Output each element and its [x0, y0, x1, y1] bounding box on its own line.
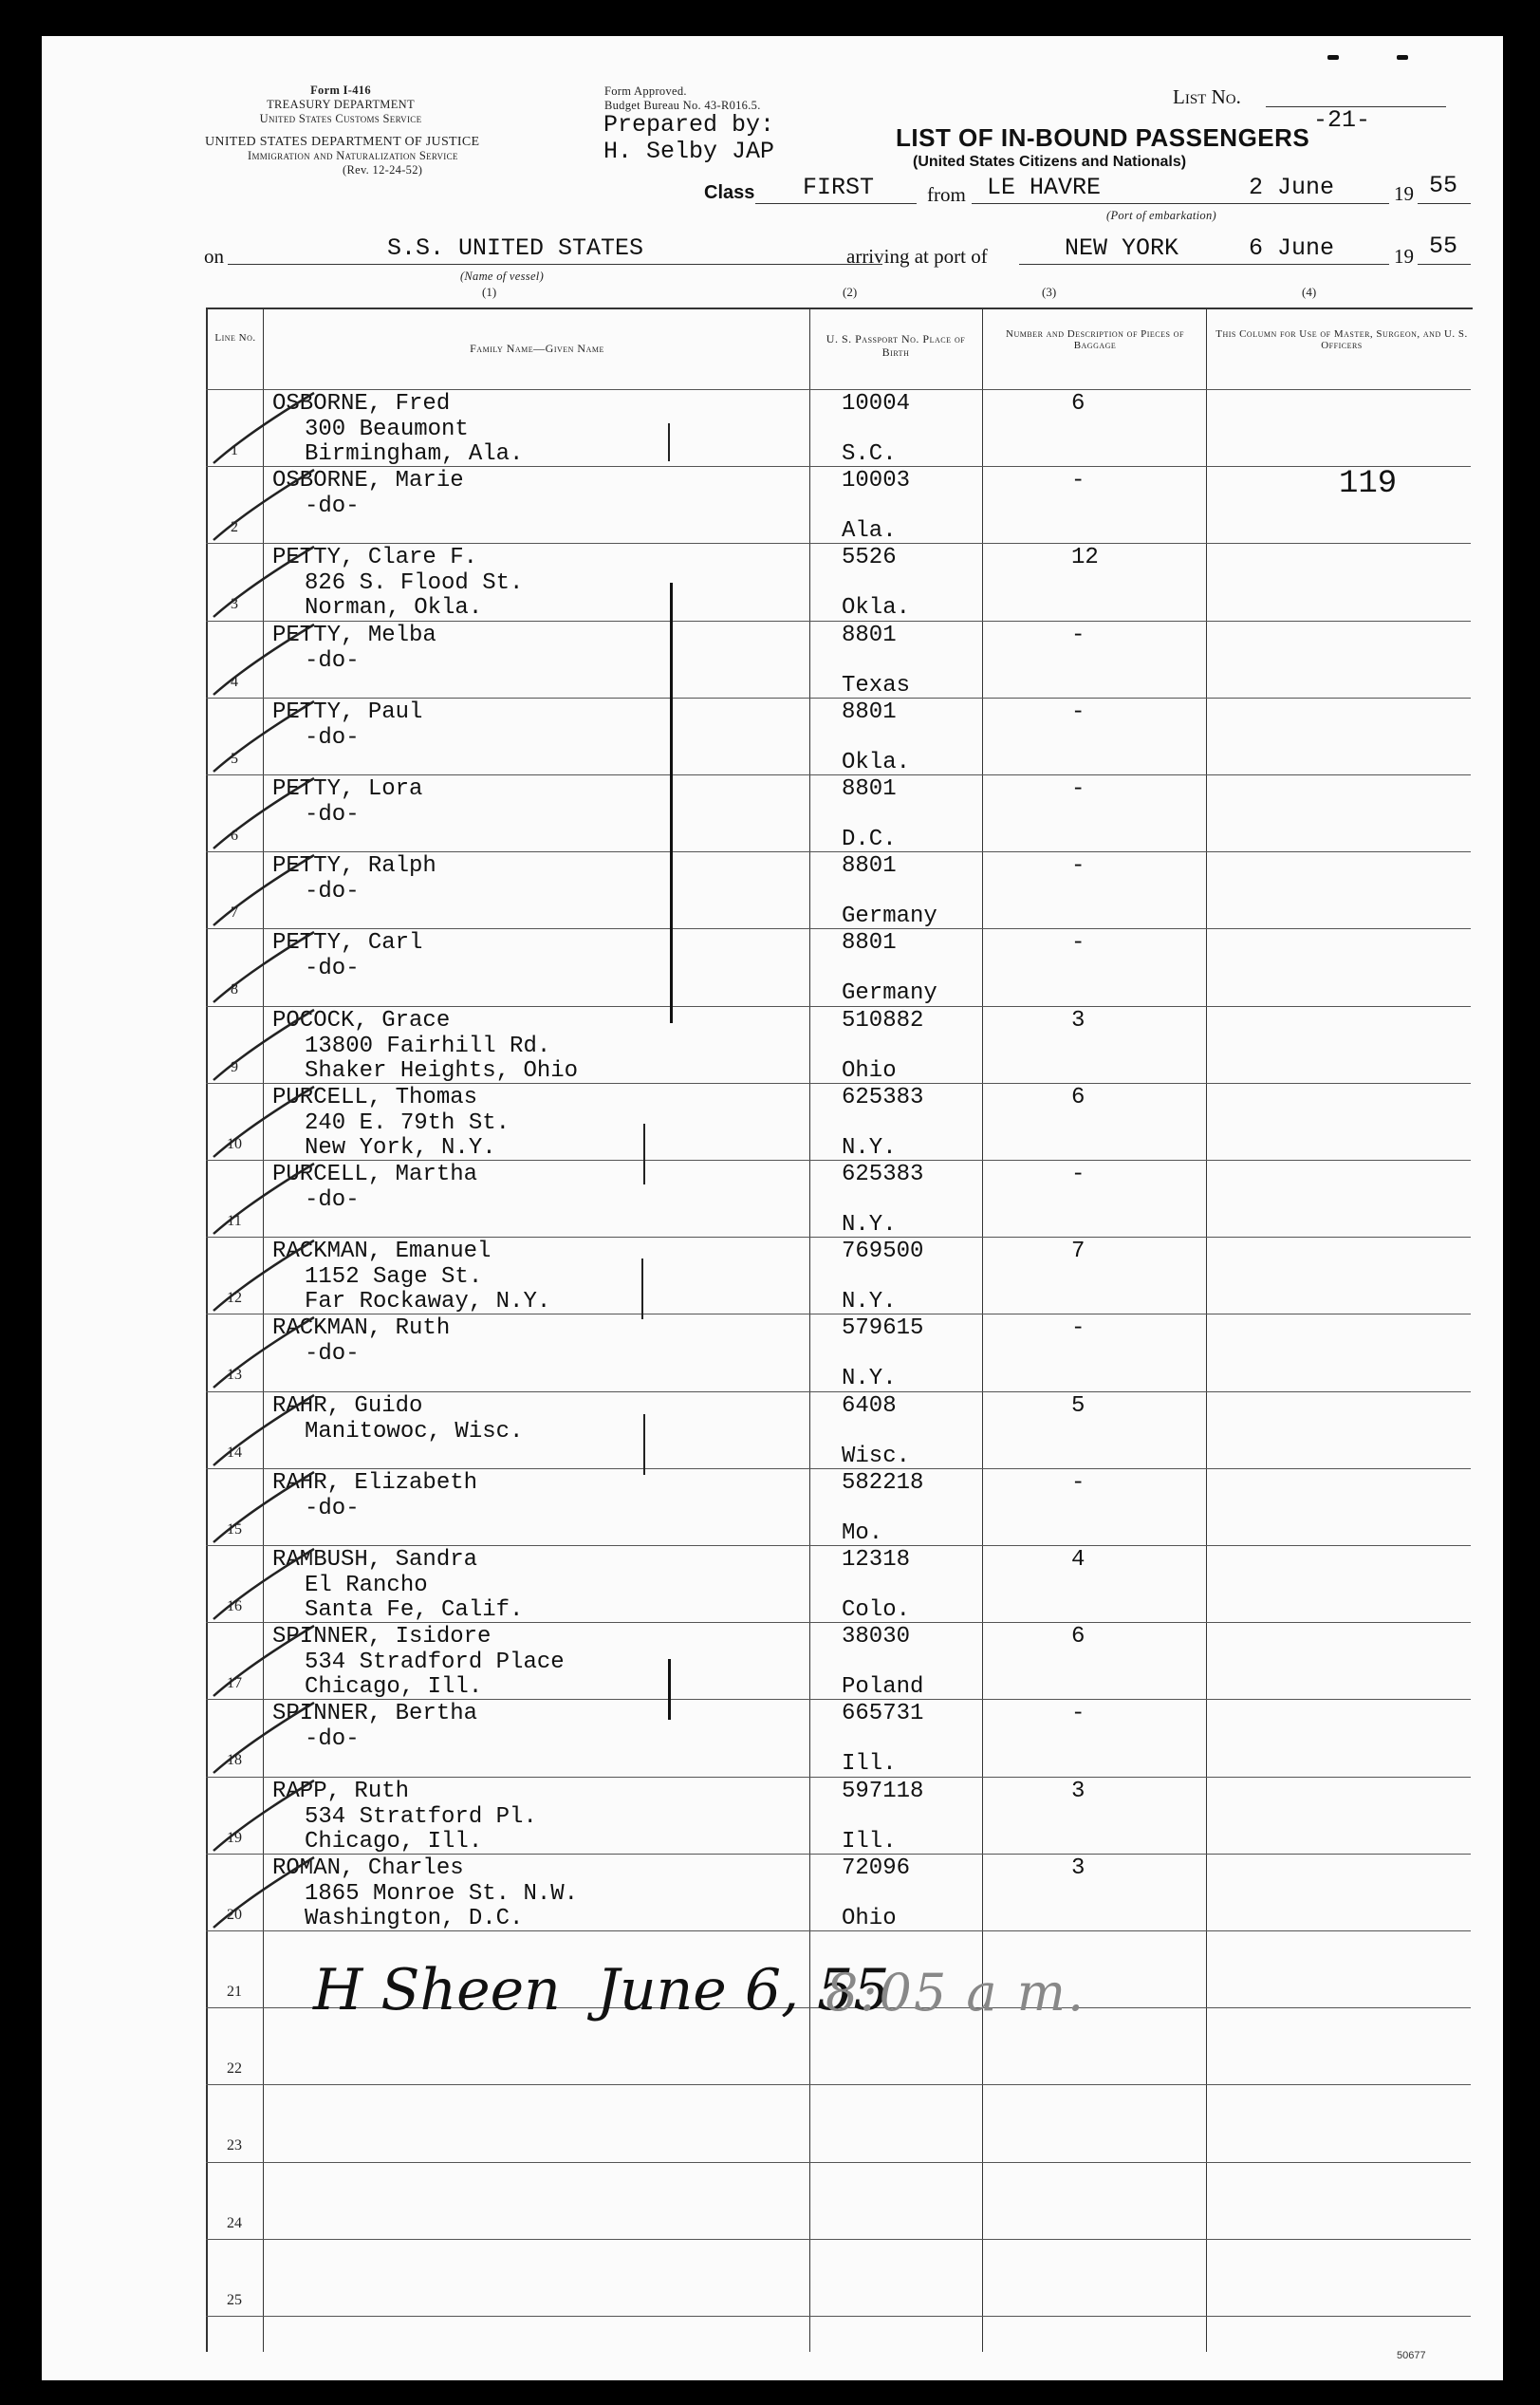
line-number: 13 — [227, 1367, 242, 1383]
line-number: 3 — [231, 596, 238, 612]
passenger-name: OSBORNE, Fred — [272, 391, 451, 417]
line-number: 1 — [231, 442, 238, 458]
line-number: 9 — [231, 1059, 238, 1075]
passenger-name: ROMAN, Charles — [272, 1855, 464, 1881]
baggage-count: 6 — [1071, 1085, 1085, 1110]
passenger-address-line1: -do- — [305, 1496, 360, 1521]
baggage-count: - — [1071, 468, 1085, 494]
passport-number: 10003 — [842, 468, 911, 494]
line-number: 20 — [227, 1907, 242, 1923]
passenger-name: PETTY, Paul — [272, 699, 423, 725]
line-number: 21 — [227, 1984, 242, 2000]
approval-block — [604, 84, 761, 113]
passenger-name: PETTY, Clare F. — [272, 545, 478, 570]
passenger-name: RACKMAN, Ruth — [272, 1315, 451, 1341]
passenger-name: POCOCK, Grace — [272, 1008, 451, 1034]
arrival-year: 55 — [1429, 233, 1458, 260]
line-number: 22 — [227, 2060, 242, 2077]
line-number: 4 — [231, 674, 238, 690]
passport-number: 8801 — [842, 930, 897, 956]
revision: (Rev. 12-24-52) — [343, 163, 423, 177]
col-header-line: Line No. — [214, 332, 256, 344]
line-number: 8 — [231, 981, 238, 997]
passport-number: 5526 — [842, 545, 897, 570]
page-subtitle: (United States Citizens and Nationals) — [913, 154, 1187, 170]
inspector-signature: H Sheen June 6, 55 — [313, 1957, 890, 2023]
time-stamp: 8:05 a m. — [826, 1963, 1086, 2023]
line-number: 10 — [227, 1136, 242, 1152]
baggage-count: - — [1071, 623, 1085, 648]
passenger-address-line1: 300 Beaumont — [305, 417, 469, 442]
passport-number: 8801 — [842, 623, 897, 648]
footer-code: 50677 — [1397, 2350, 1426, 2361]
passenger-address-line1: -do- — [305, 956, 360, 981]
passenger-name: SPINNER, Isidore — [272, 1624, 492, 1650]
baggage-count: - — [1071, 776, 1085, 802]
passport-number: 625383 — [842, 1085, 924, 1110]
from-value: LE HAVRE — [987, 174, 1102, 201]
passenger-name: SPINNER, Bertha — [272, 1701, 478, 1726]
dept-justice: UNITED STATES DEPARTMENT OF JUSTICE — [205, 135, 480, 149]
baggage-count: 3 — [1071, 1779, 1085, 1804]
pen-mark — [641, 1258, 643, 1319]
place-of-birth: Okla. — [842, 750, 911, 775]
col-num-3: (3) — [1042, 285, 1057, 299]
passenger-table — [206, 308, 1473, 2352]
passport-number: 8801 — [842, 699, 897, 725]
line-number: 5 — [231, 751, 238, 767]
passenger-address-line1: -do- — [305, 879, 360, 904]
line-number: 15 — [227, 1521, 242, 1538]
passenger-name: PETTY, Lora — [272, 776, 423, 802]
col-num-2: (2) — [843, 285, 858, 299]
place-of-birth: N.Y. — [842, 1289, 897, 1314]
passenger-address-line1: -do- — [305, 1341, 360, 1367]
passenger-name: RAHR, Guido — [272, 1393, 423, 1419]
line-number: 19 — [227, 1830, 242, 1846]
passport-number: 597118 — [842, 1779, 924, 1804]
passenger-address-line1: Manitowoc, Wisc. — [305, 1419, 524, 1445]
place-of-birth: Colo. — [842, 1597, 911, 1623]
passenger-name: PETTY, Carl — [272, 930, 423, 956]
passenger-address-line1: 534 Stradford Place — [305, 1650, 565, 1675]
line-number: 24 — [227, 2215, 242, 2231]
baggage-count: - — [1071, 1470, 1085, 1496]
passenger-address-line1: 826 S. Flood St. — [305, 570, 524, 596]
place-of-birth: N.Y. — [842, 1212, 897, 1238]
year-prefix: 19 — [1394, 182, 1414, 205]
passport-number: 8801 — [842, 776, 897, 802]
passport-number: 579615 — [842, 1315, 924, 1341]
place-of-birth: Ohio — [842, 1906, 897, 1931]
list-no-label: List No. — [1173, 85, 1241, 108]
place-of-birth: Texas — [842, 673, 911, 699]
baggage-count: - — [1071, 1315, 1085, 1341]
place-of-birth: Ohio — [842, 1058, 897, 1084]
col-header-baggage: Number and Description of Pieces of Baggage — [1006, 328, 1184, 351]
passenger-address-line2: Far Rockaway, N.Y. — [305, 1289, 551, 1314]
passport-number: 665731 — [842, 1701, 924, 1726]
arrival-port: NEW YORK — [1065, 234, 1179, 262]
vessel-caption: (Name of vessel) — [459, 270, 545, 283]
ins-service: Immigration and Naturalization Service — [248, 149, 458, 162]
passport-number: 10004 — [842, 391, 911, 417]
col-num-1: (1) — [482, 285, 497, 299]
baggage-count: - — [1071, 930, 1085, 956]
form-number: Form I-416 — [310, 84, 371, 97]
place-of-birth: Ill. — [842, 1829, 897, 1855]
pen-mark — [668, 423, 670, 461]
arrival-date: 6 June — [1249, 234, 1335, 262]
baggage-count: 6 — [1071, 1624, 1085, 1650]
arriving-label: arriving at port of — [846, 245, 988, 268]
place-of-birth: Poland — [842, 1674, 924, 1700]
passport-number: 38030 — [842, 1624, 911, 1650]
line-number: 7 — [231, 904, 238, 921]
pen-mark — [668, 1659, 671, 1720]
edge-mark — [1327, 55, 1339, 60]
passenger-name: PURCELL, Thomas — [272, 1085, 478, 1110]
passenger-address-line1: -do- — [305, 494, 360, 519]
passenger-name: OSBORNE, Marie — [272, 468, 464, 494]
line-number: 17 — [227, 1675, 242, 1691]
passenger-address-line1: 1152 Sage St. — [305, 1264, 483, 1290]
passenger-address-line1: -do- — [305, 1726, 360, 1752]
passenger-address-line1: 534 Stratford Pl. — [305, 1804, 537, 1830]
customs-service: United States Customs Service — [259, 112, 422, 125]
baggage-count: 12 — [1071, 545, 1099, 570]
place-of-birth: N.Y. — [842, 1135, 897, 1161]
edge-mark — [1397, 55, 1408, 60]
passenger-address-line1: -do- — [305, 802, 360, 828]
place-of-birth: S.C. — [842, 441, 897, 467]
passenger-address-line2: Shaker Heights, Ohio — [305, 1058, 579, 1084]
prepared-by-label: Prepared by: — [603, 111, 775, 139]
passenger-address-line1: -do- — [305, 725, 360, 751]
page-title: LIST OF IN-BOUND PASSENGERS — [896, 123, 1310, 152]
passenger-name: PETTY, Ralph — [272, 853, 436, 879]
place-of-birth: N.Y. — [842, 1366, 897, 1391]
budget-bureau: Budget Bureau No. 43-R016.5. — [604, 99, 761, 112]
port-embark-caption: (Port of embarkation) — [1105, 209, 1216, 222]
pen-mark — [670, 583, 673, 1023]
pen-mark — [643, 1414, 645, 1475]
prepared-by-name: H. Selby JAP — [603, 138, 775, 165]
baggage-count: 6 — [1071, 391, 1085, 417]
embark-date: 2 June — [1249, 174, 1335, 201]
passport-number: 72096 — [842, 1855, 911, 1881]
passenger-address-line2: Chicago, Ill. — [305, 1674, 483, 1700]
passenger-address-line1: 13800 Fairhill Rd. — [305, 1034, 551, 1059]
passport-number: 625383 — [842, 1162, 924, 1187]
embark-year: 55 — [1429, 172, 1458, 199]
justice-block — [205, 135, 632, 177]
passenger-address-line2: New York, N.Y. — [305, 1135, 496, 1161]
on-label: on — [204, 245, 224, 268]
place-of-birth: Ill. — [842, 1751, 897, 1777]
pen-mark — [643, 1124, 645, 1184]
baggage-count: 3 — [1071, 1008, 1085, 1034]
line-number: 2 — [231, 519, 238, 535]
place-of-birth: D.C. — [842, 827, 897, 852]
baggage-count: 7 — [1071, 1239, 1085, 1264]
baggage-count: 3 — [1071, 1855, 1085, 1881]
passenger-address-line2: Washington, D.C. — [305, 1906, 524, 1931]
passenger-name: PURCELL, Martha — [272, 1162, 478, 1187]
passenger-address-line2: Birmingham, Ala. — [305, 441, 524, 467]
col-header-officers: This Column for Use of Master, Surgeon, and U. S. Officers — [1215, 328, 1468, 351]
passenger-name: RACKMAN, Emanuel — [272, 1239, 492, 1264]
agency-block — [203, 84, 478, 126]
passport-number: 769500 — [842, 1239, 924, 1264]
place-of-birth: Germany — [842, 904, 937, 929]
line-number: 14 — [227, 1445, 242, 1461]
line-number: 18 — [227, 1752, 242, 1768]
passenger-name: RAHR, Elizabeth — [272, 1470, 478, 1496]
line-number: 12 — [227, 1290, 242, 1306]
line-number: 23 — [227, 2137, 242, 2153]
passenger-address-line1: -do- — [305, 648, 360, 674]
passenger-address-line1: El Rancho — [305, 1573, 428, 1598]
passenger-address-line2: Norman, Okla. — [305, 595, 483, 621]
passenger-address-line1: 1865 Monroe St. N.W. — [305, 1881, 579, 1907]
passenger-name: RAMBUSH, Sandra — [272, 1547, 478, 1573]
form-approved: Form Approved. — [604, 84, 687, 98]
line-number: 16 — [227, 1598, 242, 1614]
place-of-birth: Okla. — [842, 595, 911, 621]
baggage-count: - — [1071, 699, 1085, 725]
year-prefix-2: 19 — [1394, 245, 1414, 268]
place-of-birth: Mo. — [842, 1520, 883, 1546]
passenger-address-line1: -do- — [305, 1187, 360, 1213]
passport-number: 510882 — [842, 1008, 924, 1034]
baggage-count: - — [1071, 1162, 1085, 1187]
line-number: 6 — [231, 828, 238, 844]
baggage-count: - — [1071, 853, 1085, 879]
dept-treasury: TREASURY DEPARTMENT — [267, 98, 415, 111]
passenger-name: RAPP, Ruth — [272, 1779, 410, 1804]
manifest-page — [42, 36, 1503, 2380]
passport-number: 6408 — [842, 1393, 897, 1419]
passenger-address-line1: 240 E. 79th St. — [305, 1110, 510, 1136]
from-label: from — [927, 183, 966, 206]
col-header-passport: U. S. Passport No. Place of Birth — [826, 332, 966, 359]
vessel-name: S.S. UNITED STATES — [387, 234, 644, 262]
passenger-address-line2: Chicago, Ill. — [305, 1829, 483, 1855]
place-of-birth: Germany — [842, 980, 937, 1006]
col-header-name: Family Name—Given Name — [470, 342, 604, 355]
passenger-name: PETTY, Melba — [272, 623, 436, 648]
baggage-count: 5 — [1071, 1393, 1085, 1419]
officer-count: 119 — [1339, 466, 1398, 502]
col-num-4: (4) — [1302, 285, 1317, 299]
passport-number: 582218 — [842, 1470, 924, 1496]
list-no-value: -21- — [1313, 106, 1371, 134]
place-of-birth: Ala. — [842, 518, 897, 544]
line-number: 25 — [227, 2292, 242, 2308]
class-value: FIRST — [803, 174, 875, 201]
baggage-count: - — [1071, 1701, 1085, 1726]
passenger-address-line2: Santa Fe, Calif. — [305, 1597, 524, 1623]
line-number: 11 — [227, 1213, 242, 1229]
passport-number: 8801 — [842, 853, 897, 879]
passport-number: 12318 — [842, 1547, 911, 1573]
class-label: Class — [704, 182, 755, 203]
baggage-count: 4 — [1071, 1547, 1085, 1573]
place-of-birth: Wisc. — [842, 1444, 911, 1469]
